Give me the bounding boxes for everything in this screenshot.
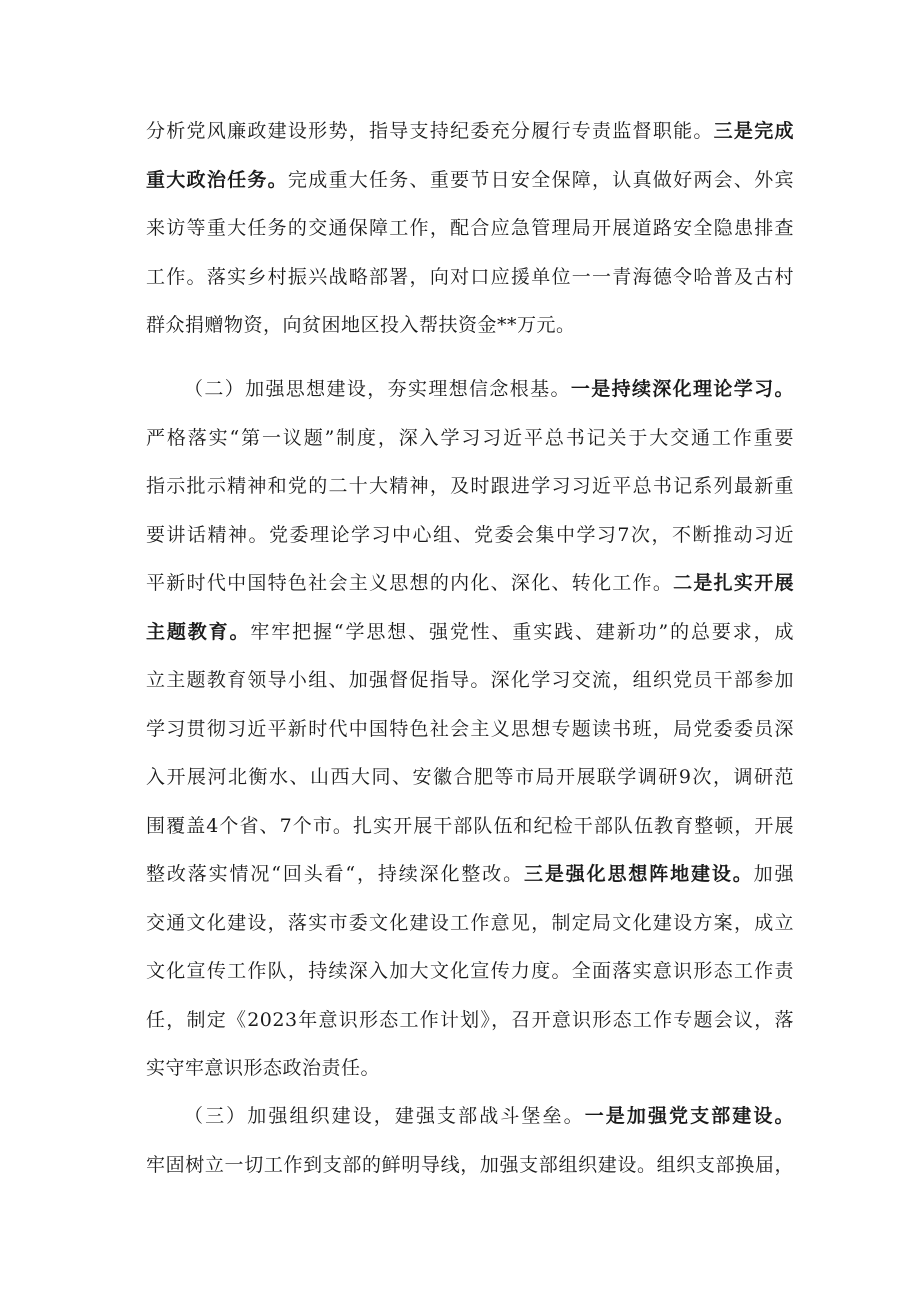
text-line [146, 802, 794, 851]
text-line [146, 414, 794, 463]
text-line [146, 608, 794, 657]
text-line [146, 156, 794, 205]
text-run: 文化宣传工作队，持续深入加大文化宣传力度。全面落实意识形态工作责 [146, 960, 794, 982]
paragraph-2 [146, 365, 794, 1093]
bold-text-run: 重大政治任务。 [146, 168, 288, 191]
bold-text-run: 一是持续深化理论学习。 [570, 378, 794, 400]
text-run: 要讲话精神。党委理论学习中心组、党委会集中学习7次，不断推动习近 [146, 523, 794, 546]
text-run: 立主题教育领导小组、加强督促指导。深化学习交流，组织党员干部参加 [146, 669, 794, 691]
text-line [146, 850, 794, 899]
text-run: 整改落实情况“回头看“，持续深化整改。 [146, 863, 524, 885]
text-run: 工作。落实乡村振兴战略部署，向对口应援单位一一青海德令哈普及古村 [146, 265, 794, 288]
text-line [146, 1044, 794, 1093]
text-run: 平新时代中国特色社会主义思想的内化、深化、转化工作。 [146, 572, 674, 594]
text-run: 指示批示精神和党的二十大精神，及时跟进学习习近平总书记系列最新重 [146, 475, 794, 497]
text-run: 来访等重大任务的交通保障工作，配合应急管理局开展道路安全隐患排查 [146, 217, 794, 239]
text-line [146, 899, 794, 948]
text-line [146, 462, 794, 511]
text-line [146, 705, 794, 754]
text-line [146, 511, 794, 560]
text-line [146, 559, 794, 608]
section-heading: （二）加强思想建设，夯实理想信念根基。 [184, 378, 571, 400]
bold-text-run: 主题教育。 [146, 620, 251, 643]
text-run: 加强 [753, 863, 794, 885]
bold-text-run: 二是扎实开展 [673, 572, 794, 594]
text-run: 围覆盖4个省、7个市。扎实开展干部队伍和纪检干部队伍教育整顿，开展 [146, 814, 794, 837]
text-run: 实守牢意识形态政治责任。 [146, 1057, 381, 1079]
text-line [146, 753, 794, 802]
text-run: 分析党风廉政建设形势，指导支持纪委充分履行专责监督职能。 [146, 120, 714, 142]
text-line [146, 253, 794, 302]
text-line [146, 1092, 794, 1141]
bold-text-run: 一是加强党支部建设。 [584, 1105, 794, 1127]
text-run: 任，制定《2023年意识形态工作计划》，召开意识形态工作专题会议，落 [146, 1008, 794, 1031]
text-run: 牢固树立一切工作到支部的鲜明导线，加强支部组织建设。组织支部换届， [146, 1153, 794, 1176]
text-run: 牢牢把握“学思想、强党性、重实践、建新功”的总要求，成 [250, 620, 794, 643]
text-line [146, 996, 794, 1045]
text-run: 学习贯彻习近平新时代中国特色社会主义思想专题读书班，局党委委员深 [146, 717, 794, 740]
text-line [146, 301, 794, 350]
bold-text-run: 三是完成 [713, 120, 794, 142]
section-heading: （三）加强组织建设，建强支部战斗堡垒。 [184, 1105, 585, 1127]
paragraph-1 [146, 107, 794, 350]
text-line [146, 1141, 794, 1190]
text-run: 入开展河北衡水、山西大同、安徽合肥等市局开展联学调研9次，调研范 [146, 766, 794, 788]
text-run: 群众捐赠物资，向贫困地区投入帮扶资金**万元。 [146, 314, 576, 336]
text-run: 交通文化建设，落实市委文化建设工作意见，制定局文化建设方案，成立 [146, 911, 794, 934]
text-run: 严格落实“第一议题”制度，深入学习习近平总书记关于大交通工作重要 [146, 426, 794, 449]
bold-text-run: 三是强化思想阵地建设。 [524, 863, 754, 885]
text-line [146, 107, 794, 156]
text-line [146, 204, 794, 253]
text-line [146, 365, 794, 414]
text-line [146, 656, 794, 705]
text-line [146, 947, 794, 996]
text-run: 完成重大任务、重要节日安全保障，认真做好两会、外宾 [287, 168, 794, 191]
paragraph-3 [146, 1092, 794, 1189]
